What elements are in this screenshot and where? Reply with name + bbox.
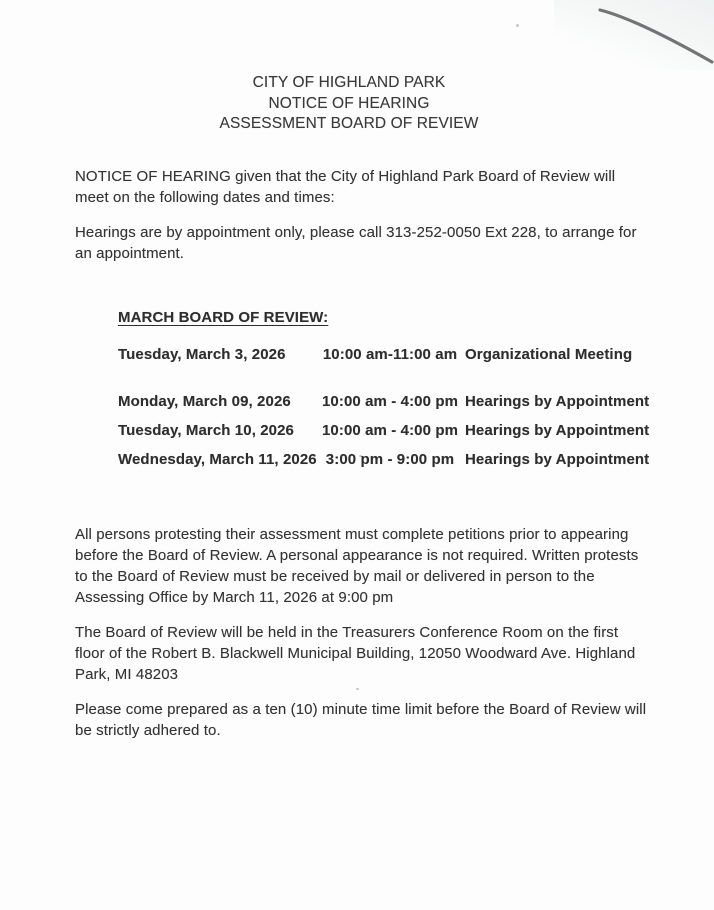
march-board-of-review-schedule (118, 307, 650, 470)
schedule-time: 10:00 am-11:00 am (322, 345, 458, 363)
title-line-board: ASSESSMENT BOARD OF REVIEW (219, 115, 479, 132)
schedule-row (118, 420, 650, 441)
intro-section (75, 166, 647, 264)
closing-paragraph-petitions: All persons protesting their assessment must complete petitions prior to appearing before the Board of Review. A personal appearance is not required. Written protests to the Board of Review must be received by mail or delivered in person to the Assessing Office by March 11, 2026 at 9:00 pm (75, 525, 639, 606)
schedule-time: 10:00 am - 4:00 pm (321, 392, 459, 410)
schedule-date: Tuesday, March 3, 2026 (118, 345, 286, 363)
schedule-row (118, 449, 650, 470)
closing-section (75, 524, 647, 741)
document-title-block (75, 73, 623, 135)
schedule-row (118, 391, 650, 412)
title-line-notice: NOTICE OF HEARING (268, 94, 430, 112)
schedule-date: Wednesday, March 11, 2026 (118, 450, 317, 468)
schedule-time: 10:00 am - 4:00 pm (321, 421, 459, 439)
title-line-city: CITY OF HIGHLAND PARK (252, 74, 446, 91)
schedule-event: Hearings by Appointment (465, 450, 650, 468)
intro-paragraph-1: NOTICE OF HEARING given that the City of Highland Park Board of Review will meet on the following dates and times: (75, 167, 616, 206)
schedule-event: Hearings by Appointment (465, 421, 650, 439)
schedule-date: Tuesday, March 10, 2026 (118, 421, 295, 439)
closing-paragraph-location: The Board of Review will be held in the Treasurers Conference Room on the first floor of the Robert B. Blackwell Municipal Building, 12050 Woodward Ave. Highland Park, MI 48203 (75, 623, 636, 683)
scan-speck (516, 24, 519, 27)
schedule-row (118, 344, 647, 365)
schedule-event: Hearings by Appointment (465, 392, 650, 410)
schedule-date: Monday, March 09, 2026 (118, 392, 291, 410)
scan-fold-line-artifact (554, 0, 714, 80)
schedule-heading: MARCH BOARD OF REVIEW: (118, 308, 329, 326)
schedule-event: Organizational Meeting (465, 345, 633, 363)
document-body (75, 73, 650, 741)
intro-paragraph-2: Hearings are by appointment only, please call 313-252-0050 Ext 228, to arrange for an appointment. (75, 223, 637, 262)
closing-paragraph-time-limit: Please come prepared as a ten (10) minute time limit before the Board of Review will be strictly adhered to. (75, 700, 647, 739)
schedule-time: 3:00 pm - 9:00 pm (325, 450, 455, 468)
